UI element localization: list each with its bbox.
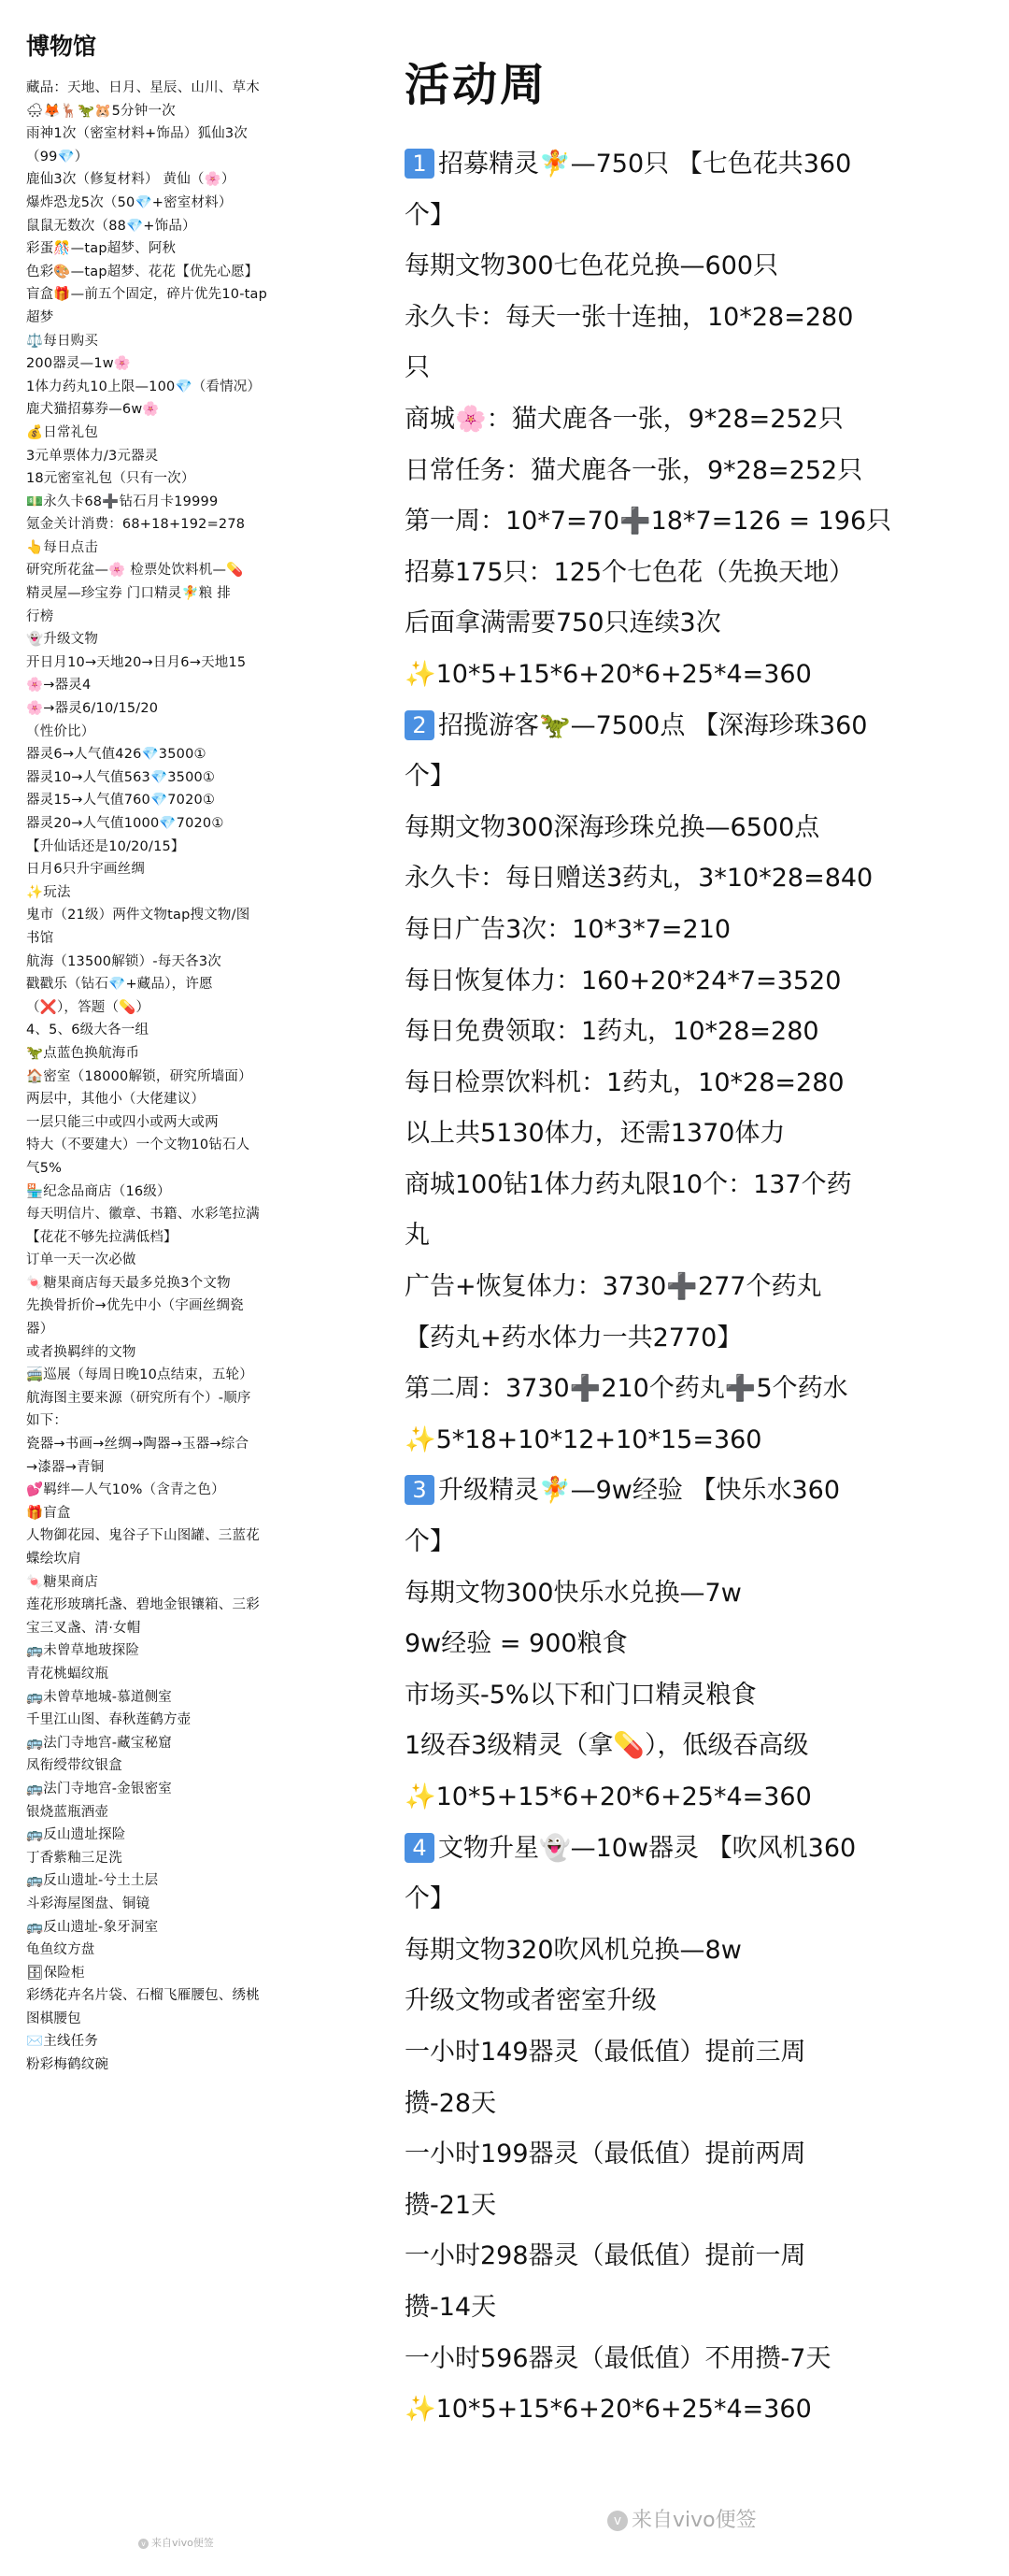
note-line: 图棋腰包 (26, 2011, 81, 2026)
note-line (405, 2231, 970, 2283)
note-line (405, 1721, 970, 1772)
note-line: 特大（不要建大）一个文物10钻石人 (26, 1138, 250, 1153)
note-line: 器） (26, 1322, 54, 1338)
note-line: 青花桃蝠纹瓶 (26, 1666, 109, 1682)
line-text: 每期文物300快乐水兑换—7w (405, 1578, 742, 1608)
line-text: 招揽游客🦖—7500点 【深海珍珠360 (438, 710, 868, 740)
number-badge-icon: 3 (405, 1475, 434, 1505)
number-badge-icon: 4 (405, 1833, 434, 1863)
note-line: 💰日常礼包 (26, 424, 99, 440)
note-line (405, 548, 970, 599)
right-note-column (405, 49, 970, 2436)
note-line (405, 1109, 970, 1160)
note-line: 18元密室礼包（只有一次） (26, 471, 195, 487)
note-line: 【升仙话还是10/20/15】 (26, 838, 185, 854)
note-line: 丁香紫釉三足洗 (26, 1850, 122, 1866)
note-line (405, 1619, 970, 1670)
note-line: 航海（13500解锁）-每天各3次 (26, 953, 221, 969)
note-line (405, 446, 970, 497)
note-line (405, 1262, 970, 1313)
note-line: 银烧蓝瓶酒壶 (26, 1804, 109, 1820)
note-line: ✉️主线任务 (26, 2034, 99, 2050)
note-line: ✨玩法 (26, 884, 71, 900)
note-line: 【花花不够先拉满低档】 (26, 1229, 178, 1245)
note-line: 器灵10→人气值563💎3500① (26, 769, 216, 785)
line-text: 每日广告3次：10*3*7=210 (405, 914, 732, 944)
section-heading (405, 1824, 970, 1875)
line-text: 商城100钻1体力药丸限10个：137个药 (405, 1169, 852, 1199)
note-line: 🏪纪念品商店（16级） (26, 1183, 171, 1199)
note-line (405, 1772, 970, 1824)
line-text: 第一周：10*7=70➕18*7=126 = 196只 (405, 507, 892, 537)
note-line: 龟鱼纹方盘 (26, 1942, 95, 1958)
line-text: 市场买-5%以下和门口精灵粮食 (405, 1680, 757, 1710)
note-line (405, 1568, 970, 1620)
note-line (405, 2384, 970, 2436)
note-line (405, 751, 970, 803)
note-line: 凤衔绶带纹银盒 (26, 1758, 122, 1774)
line-text: 攒-21天 (405, 2190, 497, 2220)
note-line (405, 343, 970, 394)
note-line: 🦖点蓝色换航海币 (26, 1045, 140, 1061)
note-line: 氪金关计消费：68+18+192=278 (26, 517, 246, 533)
line-text: 升级文物或者密室升级 (405, 1986, 657, 2016)
note-line: 莲花形玻璃托盏、碧地金银镶箱、三彩 (26, 1597, 260, 1613)
line-text: 永久卡：每天一张十连抽，10*28=280 (405, 302, 854, 332)
line-text: 丸 (405, 1221, 430, 1251)
line-text: 每期文物300七色花兑换—600只 (405, 251, 779, 281)
line-text: 广告+恢复体力：3730➕277个药丸 (405, 1272, 822, 1302)
note-line (405, 496, 970, 548)
note-line (405, 394, 970, 446)
note-line: ⚖️每日购买 (26, 333, 99, 349)
note-line: 👆每日点击 (26, 539, 99, 555)
vivo-logo-icon: v (607, 2511, 628, 2531)
line-text: 招募精灵🧚—750只 【七色花共360 (438, 150, 852, 179)
note-line: 千里江山图、春秋莲鹤方壶 (26, 1712, 192, 1728)
note-line: 💕羁绊—人气10%（含青之色） (26, 1482, 225, 1498)
note-line: 彩绣花卉名片袋、石榴飞雁腰包、绣桃 (26, 1988, 260, 2004)
line-text: 【药丸+药水体力一共2770】 (405, 1323, 743, 1352)
note-line (405, 191, 970, 242)
note-line (405, 2129, 970, 2181)
line-text: ✨10*5+15*6+20*6+25*4=360 (405, 2395, 812, 2425)
right-note-lines (405, 139, 970, 2436)
note-line: 色彩🎨—tap超梦、花花【优先心愿】 (26, 264, 259, 279)
line-text: 每期文物300深海珍珠兑换—6500点 (405, 812, 820, 842)
note-line: 人物御花园、鬼谷子下山图罐、三蓝花 (26, 1528, 260, 1544)
note-line (405, 2283, 970, 2334)
note-line: 气5% (26, 1160, 63, 1176)
line-text: 每日免费领取：1药丸，10*28=280 (405, 1017, 819, 1047)
note-line (405, 2027, 970, 2079)
line-text: 文物升星👻—10w器灵 【吹风机360 (438, 1833, 857, 1863)
note-line: 雨神1次（密室材料+饰品）狐仙3次 (26, 126, 248, 142)
note-line: 日月6只升宇画丝绸 (26, 862, 146, 878)
note-line: 如下： (26, 1413, 68, 1429)
note-line: 开日月10→天地20→日月6→天地15 (26, 654, 247, 670)
note-line: 鼠鼠无数次（88💎+饰品） (26, 218, 196, 234)
note-line: 戳戳乐（钻石💎+藏品），许愿 (26, 977, 213, 993)
note-line: →漆器→青铜 (26, 1459, 105, 1475)
line-text: 以上共5130体力，还需1370体力 (405, 1119, 786, 1149)
note-line (405, 1517, 970, 1568)
right-title: 活动周 (405, 59, 548, 111)
note-line (405, 293, 970, 344)
note-line (405, 598, 970, 650)
note-line (405, 1160, 970, 1211)
note-line: 鹿犬猫招募券—6w🌸 (26, 402, 160, 418)
vivo-notes-watermark-small (138, 2535, 214, 2550)
note-line: 🚌反山遗址探险 (26, 1827, 126, 1843)
number-badge-icon: 2 (405, 710, 434, 740)
note-line (405, 2334, 970, 2385)
note-line (405, 1976, 970, 2027)
line-text: 招募175只：125个七色花（先换天地） (405, 557, 855, 587)
note-line: 🚌反山遗址-兮土土层 (26, 1873, 159, 1889)
note-line: 🚌反山遗址-象牙洞室 (26, 1919, 159, 1935)
line-text: 个】 (405, 762, 455, 792)
line-text: ✨5*18+10*12+10*15=360 (405, 1424, 762, 1454)
note-line: 斗彩海屋图盘、铜镜 (26, 1896, 150, 1911)
note-line (405, 905, 970, 956)
line-text: 日常任务：猫犬鹿各一张，9*28=252只 (405, 455, 863, 485)
line-text: 9w经验 = 900粮食 (405, 1629, 628, 1659)
note-line (405, 1415, 970, 1467)
note-line (405, 1058, 970, 1109)
note-line: 👻升级文物 (26, 632, 99, 648)
section-heading (405, 1466, 970, 1517)
note-line: 🌸→器灵6/10/15/20 (26, 701, 159, 717)
note-line: 鹿仙3次（修复材料） 黄仙（🌸） (26, 172, 235, 188)
line-text: 每日恢复体力：160+20*24*7=3520 (405, 966, 842, 995)
vivo-logo-icon: v (138, 2539, 149, 2549)
note-line: 宝三叉盏、清·女帽 (26, 1620, 141, 1636)
note-line (405, 1007, 970, 1058)
note-line: 彩蛋🎊—tap超梦、阿秋 (26, 241, 177, 257)
note-line: 🎁盲盒 (26, 1505, 71, 1521)
note-line: 或者换羁绊的文物 (26, 1344, 136, 1360)
note-line (405, 1364, 970, 1415)
note-line: （❌），答题（💊） (26, 999, 150, 1015)
vivo-notes-watermark (607, 2504, 757, 2533)
line-text: 一小时199器灵（最低值）提前两周 (405, 2140, 806, 2169)
note-line: 3元单票体力/3元器灵 (26, 448, 159, 464)
note-line (405, 241, 970, 293)
note-line: 🌨🦊🦌🦖🐹5分钟一次 (26, 103, 176, 119)
note-line: 🚌未曾草地玻探险 (26, 1643, 140, 1659)
section-heading (405, 701, 970, 752)
line-text: 只 (405, 353, 430, 383)
line-text: 商城🌸：猫犬鹿各一张，9*28=252只 (405, 404, 844, 434)
line-text: 攒-14天 (405, 2292, 497, 2322)
note-line (405, 1925, 970, 1977)
note-line: 🚎巡展（每周日晚10点结束，五轮） (26, 1367, 253, 1383)
note-line: 先换骨折价→优先中小（宇画丝绸瓷 (26, 1298, 244, 1314)
note-line: 精灵屋—珍宝券 门口精灵🧚粮 排 (26, 586, 231, 602)
note-line: 🏠密室（18000解锁，研究所墙面） (26, 1068, 252, 1084)
note-line: 盲盒🎁—前五个固定，碎片优先10-tap (26, 287, 268, 303)
note-line: 藏品：天地、日月、星辰、山川、草木 (26, 80, 260, 95)
note-line: 🍬糖果商店每天最多兑换3个文物 (26, 1275, 231, 1291)
line-text: 升级精灵🧚—9w经验 【快乐水360 (438, 1476, 840, 1506)
note-line: 🚌法门寺地宫-金银密室 (26, 1781, 172, 1796)
number-badge-icon: 1 (405, 149, 434, 179)
note-line: 1体力药丸10上限—100💎（看情况） (26, 379, 262, 394)
note-line: 🌸→器灵4 (26, 678, 92, 694)
note-line: （99💎） (26, 149, 89, 165)
note-line: 订单一天一次必做 (26, 1252, 136, 1268)
line-text: 一小时149器灵（最低值）提前三周 (405, 2037, 806, 2067)
note-line: 器灵15→人气值760💎7020① (26, 793, 216, 809)
line-text: 攒-28天 (405, 2088, 497, 2118)
line-text: 后面拿满需要750只连续3次 (405, 608, 721, 638)
note-line: 器灵20→人气值1000💎7020① (26, 816, 224, 831)
note-line: 🍬糖果商店 (26, 1574, 99, 1590)
line-text: 第二周：3730➕210个药丸➕5个药水 (405, 1374, 848, 1404)
note-line: （性价比） (26, 723, 95, 739)
left-note-column (26, 28, 339, 2077)
note-line: 行榜 (26, 608, 54, 624)
note-line: 💵永久卡68➕钻石月卡19999 (26, 494, 219, 509)
note-line: 鬼市（21级）两件文物tap搜文物/图 (26, 908, 250, 923)
note-line: 器灵6→人气值426💎3500① (26, 747, 206, 763)
note-line (405, 803, 970, 854)
line-text: 个】 (405, 1884, 455, 1914)
note-line (405, 956, 970, 1008)
line-text: ✨10*5+15*6+20*6+25*4=360 (405, 659, 812, 689)
note-line: 🗄保险柜 (26, 1965, 85, 1981)
line-text: 每日检票饮料机：1药丸，10*28=280 (405, 1067, 845, 1097)
line-text: 1级吞3级精灵（拿💊），低级吞高级 (405, 1731, 809, 1761)
note-line (405, 853, 970, 905)
note-line: 瓷器→书画→丝绸→陶器→玉器→综合 (26, 1437, 249, 1453)
line-text: 一小时596器灵（最低值）不用攒-7天 (405, 2343, 831, 2373)
note-line: 蝶绘坎肩 (26, 1552, 81, 1567)
note-line (405, 650, 970, 701)
note-line: 4、5、6级大各一组 (26, 1023, 149, 1038)
note-line (405, 2181, 970, 2232)
watermark-text: 来自vivo便签 (151, 2537, 214, 2549)
note-line: 200器灵—1w🌸 (26, 356, 132, 372)
watermark-text: 来自vivo便签 (632, 2509, 757, 2532)
note-line: 超梦 (26, 309, 54, 325)
note-line (405, 1210, 970, 1262)
line-text: 每期文物320吹风机兑换—8w (405, 1935, 742, 1965)
note-line: 研究所花盆—🌸 检票处饮料机—💊 (26, 563, 244, 579)
left-note-lines (26, 77, 339, 2077)
line-text: ✨10*5+15*6+20*6+25*4=360 (405, 1782, 812, 1811)
note-line: 书馆 (26, 930, 54, 946)
line-text: 个】 (405, 200, 455, 230)
section-heading (405, 139, 970, 191)
note-line: 🚌未曾草地城-慕道侧室 (26, 1689, 172, 1705)
line-text: 一小时298器灵（最低值）提前一周 (405, 2241, 806, 2271)
note-line: 粉彩梅鹤纹碗 (26, 2057, 109, 2073)
note-line (405, 1874, 970, 1925)
note-line: 两层中，其他小（大佬建议） (26, 1092, 206, 1108)
note-line: 爆炸恐龙5次（50💎+密室材料） (26, 194, 233, 210)
note-line (405, 1313, 970, 1365)
note-line: 🚌法门寺地宫-藏宝秘窟 (26, 1735, 172, 1751)
note-line: 每天明信片、徽章、书籍、水彩笔拉满 (26, 1207, 260, 1223)
note-line (405, 2079, 970, 2130)
line-text: 永久卡：每日赠送3药丸，3*10*28=840 (405, 864, 874, 894)
note-line: 一层只能三中或四小或两大或两 (26, 1114, 219, 1130)
note-line (405, 1670, 970, 1722)
left-title: 博物馆 (26, 33, 97, 60)
line-text: 个】 (405, 1527, 455, 1557)
note-line: 航海图主要来源（研究所有个）-顺序 (26, 1390, 251, 1406)
